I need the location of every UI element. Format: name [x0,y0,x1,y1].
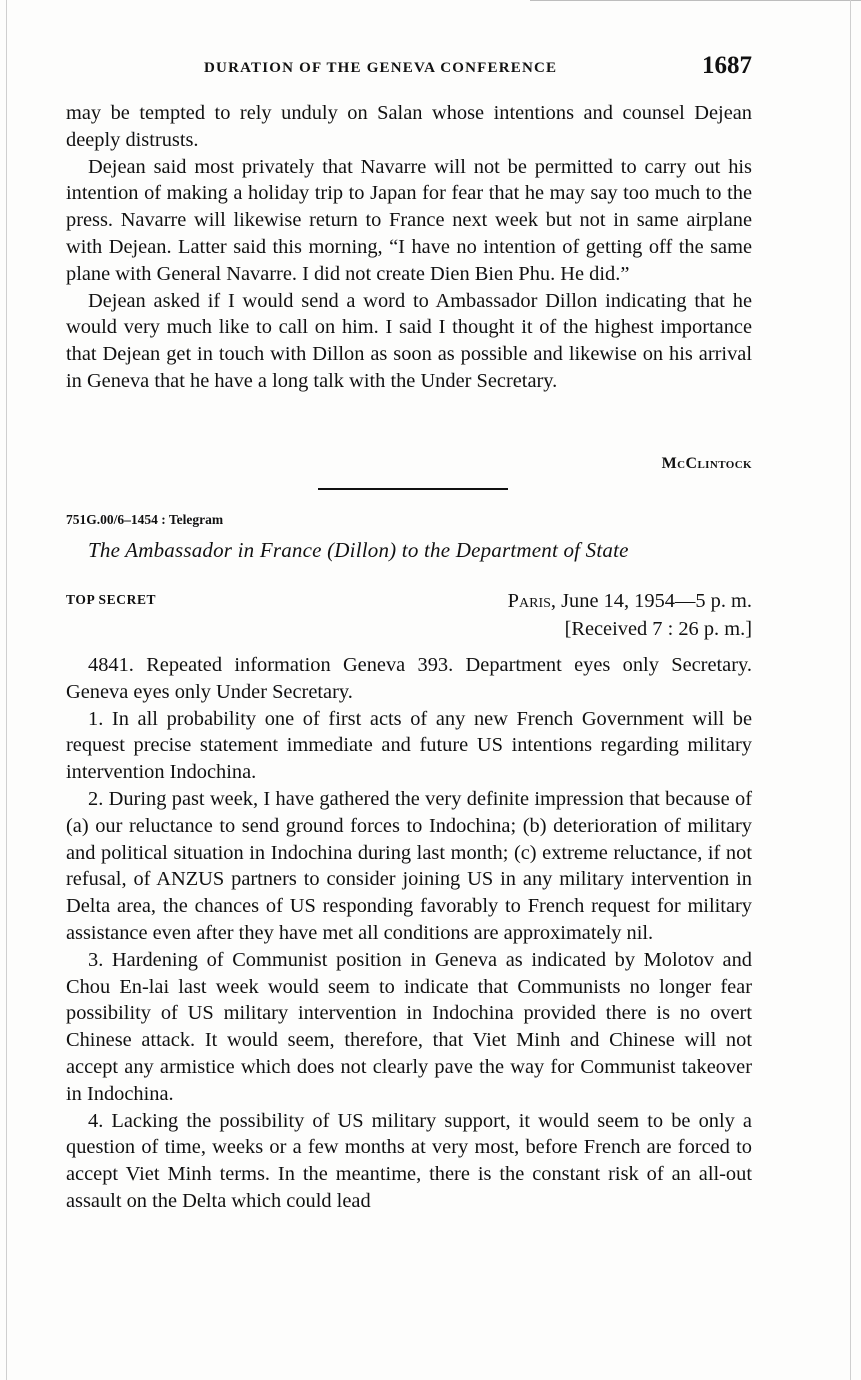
dateline-place: Paris, [507,590,557,612]
paragraph: 4841. Repeated information Geneva 393. Department eyes only Secretary. Geneva eyes only Under Secretary. [66,654,752,703]
paragraph: 3. Hardening of Communist position in Geneva as indicated by Molotov and Chou En-lai last week would seem to indicate that Communists no longer fear possibility of US military intervention in Indochina provided there is no overt Chinese attack. It would seem, therefore, that Viet Minh and Chinese will not accept any armistice which does not clearly pave the way for Communist takeover in Indochina. [66,948,752,1105]
dateline-date: June 14, 1954—5 p. m. [561,590,752,612]
paragraph: 2. During past week, I have gathered the very definite impression that because of (a) our reluctance to send ground forces to Indochina; (b) deterioration of military and political situation in Indochina during last month; (c) extreme reluctance, if not refusal, of ANZUS partners to consider joining US in any military intervention in Delta area, the chances of US responding favorably to French request for military assistance even after they have met all conditions are approximately nil. [66,787,752,944]
signature-text: McClintock [661,455,752,472]
scan-edge-left [6,0,7,1380]
dateline [508,587,752,643]
received-time: [Received 7 : 26 p. m.] [564,618,752,640]
scan-border-top [530,0,861,1]
paragraph: Dejean said most privately that Navarre will not be permitted to carry out his intention of making a holiday trip to Japan for fear that he may say too much to the press. Navarre will likewise return to France next week but not in same airplane with Dejean. Latter said this morning, “I have no intention of getting off the same plane with General Navarre. I did not create Dien Bien Phu. He did.” [66,155,752,285]
dateline-line [508,587,752,615]
running-head: DURATION OF THE GENEVA CONFERENCE [204,60,558,76]
page-number: 1687 [702,52,752,79]
page-header [66,52,752,84]
paragraph: may be tempted to rely unduly on Salan whose intentions and counsel Dejean deeply distrusts. [66,102,752,151]
paragraph: Dejean asked if I would send a word to Ambassador Dillon indicating that he would very much like to call on him. I said I thought it of the highest importance that Dejean get in touch with Dillon as soon as possible and likewise on his arrival in Geneva that he have a long talk with the Under Secretary. [66,289,752,392]
paragraph: 4. Lacking the possibility of US military support, it would seem to be only a question of time, weeks or a few months at very most, before French are forced to accept Viet Minh terms. In the meantime, there is the constant risk of an all-out assault on the Delta which could lead [66,1109,752,1212]
telegram-body [66,652,752,1215]
classification-label: TOP SECRET [66,592,157,607]
paragraph: 1. In all probability one of first acts of any new French Government will be request precise statement immediate and future US intentions regarding military intervention Indochina. [66,707,752,784]
file-reference: 751G.00/6–1454 : Telegram [66,512,224,527]
document-title: The Ambassador in France (Dillon) to the Department of State [88,538,629,562]
scan-edge-right [850,0,851,1380]
previous-document-body [66,100,752,395]
signature [662,455,752,473]
section-divider [318,488,508,490]
